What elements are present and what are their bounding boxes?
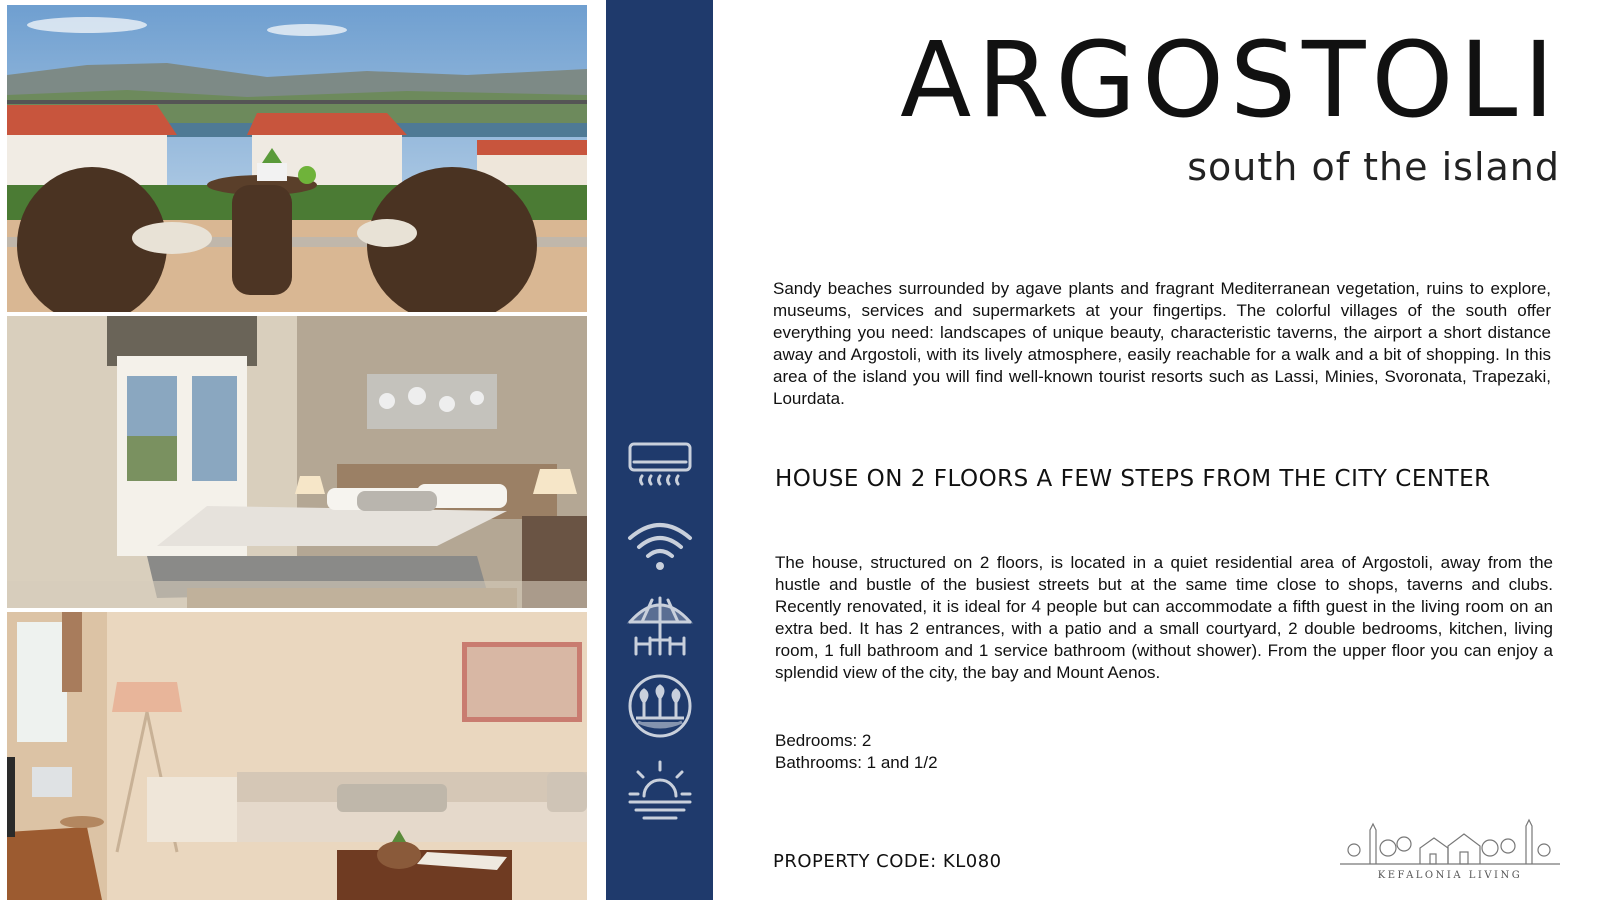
sun-terrace-icon: [626, 758, 694, 826]
page-title: ARGOSTOLI: [900, 19, 1560, 141]
amenities-band: [606, 0, 713, 900]
property-code: PROPERTY CODE: KL080: [773, 851, 1002, 872]
balcony-photo: [7, 5, 587, 312]
patio-umbrella-icon: [626, 592, 694, 660]
page-subtitle: south of the island: [1187, 145, 1560, 189]
bedroom-photo: [7, 316, 587, 608]
property-description: The house, structured on 2 floors, is located in a quiet residential area of Argostoli, away from the hustle and bustle of the busiest streets but at the same time close to shops, taverns and clubs. Recently renovated, it is ideal for 4 people but can accommodate a fifth guest in the living room on an extra bed. It has 2 entrances, with a patio and a small courtyard, 2 double bedrooms, kitchen, living room, 1 full bathroom and 1 service bathroom (without shower). From the upper floor you can enjoy a splendid view of the city, the bay and Mount Aenos.: [775, 553, 1553, 682]
wifi-icon: [626, 512, 694, 580]
logo-text: KEFALONIA LIVING: [1377, 870, 1523, 881]
air-conditioner-icon: [626, 432, 694, 500]
garden-icon: [626, 672, 694, 740]
kefalonia-living-logo: [1340, 818, 1560, 884]
property-heading: HOUSE ON 2 FLOORS A FEW STEPS FROM THE CITY CENTER: [775, 466, 1491, 492]
bathrooms-count: Bathrooms: 1 and 1/2: [775, 753, 938, 772]
bedrooms-count: Bedrooms: 2: [775, 731, 872, 750]
area-description: Sandy beaches surrounded by agave plants and fragrant Mediterranean vegetation, ruins to explore, museums, services and supermarkets at your fingertips. The colorful villages of the south offer everything you need: landscapes of unique beauty, characteristic taverns, the airport a short distance away and Argostoli, with its lively atmosphere, easily reachable for a walk and a bit of shopping. In this area of the island you will find well-known tourist resorts such as Lassi, Minies, Svoronata, Trapezaki, Lourdata.: [773, 279, 1551, 408]
living-room-photo: [7, 612, 587, 900]
property-facts: [775, 730, 938, 774]
